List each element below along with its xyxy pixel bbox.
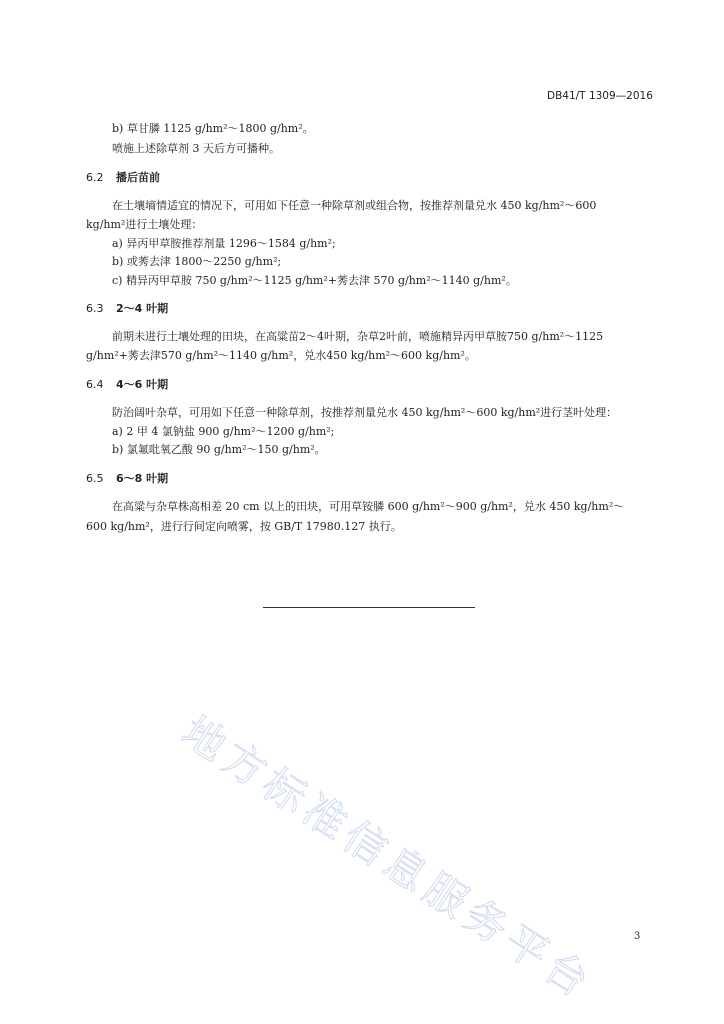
paragraph-line: g/hm²+莠去津570 g/hm²～1140 g/hm²，兑水450 kg/hm²～600 kg/hm²。 xyxy=(86,349,476,362)
section-number: 6.3 xyxy=(86,302,104,315)
section-number: 6.5 xyxy=(86,472,104,485)
paragraph-line: 前期未进行土壤处理的田块，在高粱苗2～4叶期，杂草2叶前，喷施精异丙甲草胺750 g/hm²～1125 xyxy=(112,330,604,343)
list-item-a: a) 异丙甲草胺推荐剂量 1296～1584 g/hm²; xyxy=(112,237,336,250)
paragraph-line: 在高粱与杂草株高相差 20 cm 以上的田块，可用草铵膦 600 g/hm²～900 g/hm²，兑水 450 kg/hm²～ xyxy=(112,500,625,513)
note-text: 喷施上述除草剂 3 天后方可播种。 xyxy=(112,142,280,155)
paragraph-line: 防治阔叶杂草，可用如下任意一种除草剂，按推荐剂量兑水 450 kg/hm²～600 kg/hm²进行茎叶处理： xyxy=(112,406,618,419)
paragraph-line: kg/hm²进行土壤处理： xyxy=(86,218,203,231)
section-number: 6.4 xyxy=(86,378,104,391)
list-item-b: b) 草甘膦 1125 g/hm²～1800 g/hm²。 xyxy=(112,122,314,135)
section-title: 4～6 叶期 xyxy=(116,378,169,391)
section-title: 2～4 叶期 xyxy=(116,302,169,315)
list-item-c: c) 精异丙甲草胺 750 g/hm²～1125 g/hm²+莠去津 570 g/hm²～1140 g/hm²。 xyxy=(112,274,517,287)
end-rule xyxy=(263,607,475,608)
section-heading-6-2 xyxy=(86,169,160,185)
page-number: 3 xyxy=(634,931,641,942)
section-heading-6-4 xyxy=(86,376,168,392)
list-item-b: b) 或莠去津 1800～2250 g/hm²; xyxy=(112,255,282,268)
section-heading-6-3 xyxy=(86,300,168,316)
list-item-a: a) 2 甲 4 氯钠盐 900 g/hm²～1200 g/hm²; xyxy=(112,425,335,438)
watermark: 地方标准信息服务平台 xyxy=(173,706,603,1010)
list-item-b: b) 氯氟吡氧乙酸 90 g/hm²～150 g/hm²。 xyxy=(112,443,326,456)
paragraph-line: 在土壤墒情适宜的情况下，可用如下任意一种除草剂或组合物，按推荐剂量兑水 450 kg/hm²～600 xyxy=(112,199,597,212)
section-title: 播后苗前 xyxy=(116,171,160,184)
paragraph-line: 600 kg/hm²，进行行间定向喷雾，按 GB/T 17980.127 执行。 xyxy=(86,520,402,533)
section-heading-6-5 xyxy=(86,470,168,486)
section-number: 6.2 xyxy=(86,171,104,184)
document-code: DB41/T 1309—2016 xyxy=(547,90,653,102)
section-title: 6～8 叶期 xyxy=(116,472,169,485)
